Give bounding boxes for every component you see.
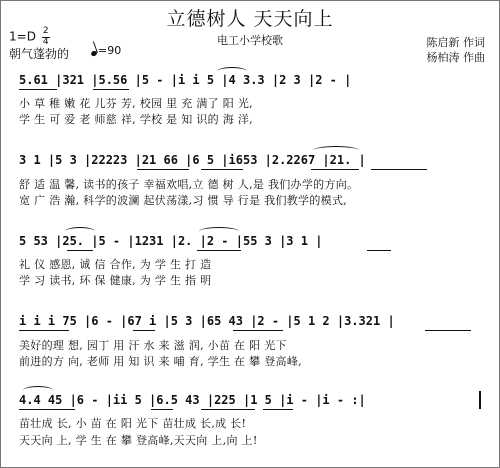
lyric-verse-1: 苗壮成 长, 小 苗 在 阳 光下 苗壮成 长,成 长! (19, 417, 247, 430)
lyric-verse-1: 美好的理 想, 园丁 用 汗 水 来 滋 润, 小苗 在 阳 光下 (19, 339, 287, 352)
time-signature (42, 27, 50, 47)
lyric-verse-1: 礼 仪 感恩, 诚 信 合作, 为 学 生 打 造 (19, 258, 212, 271)
song-title: 立德树人 天天向上 (166, 8, 334, 30)
lyric-verse-2: 学 习 读书, 环 保 健康, 为 学 生 指 明 (19, 274, 212, 287)
melody-line: 5.61 |321 |5.56 |5 - |i i 5 |4 3.3 |2 3 |2 - | (19, 73, 352, 87)
lyric-verse-1: 小 草 稚 嫩 花 儿芬 芳, 校园 里 充 满了 阳 光, (19, 97, 253, 110)
lyric-verse-2: 前进的方 向, 老师 用 知 识 来 哺 育, 学生 在 攀 登高峰, (19, 355, 302, 368)
time-top: 2 (42, 26, 49, 36)
lyric-verse-2: 宽 广 浩 瀚, 科学的波澜 起伏荡漾,习 惯 导 行是 我们教学的模式, (19, 194, 348, 207)
key-signature (9, 27, 50, 47)
quarter-note-icon (90, 50, 97, 57)
tempo-marking (91, 44, 121, 57)
composer-credit: 杨柏涛 作曲 (426, 51, 485, 64)
melody-line: 3 1 |5 3 |22223 |21 66 |6 5 |i653 |2.2267 |21. | (19, 153, 366, 167)
time-bottom: 4 (42, 37, 49, 47)
melody-line: 4.4 45 |6 - |ii 5 |6.5 43 |225 |1 5 |i - |i - :| (19, 393, 366, 407)
tempo-value: =90 (98, 44, 122, 57)
lyricist-credit: 陈启新 作词 (426, 36, 485, 49)
lyric-verse-2: 天天向 上, 学 生 在 攀 登高峰,天天向 上,向 上! (19, 434, 258, 447)
lyric-verse-2: 学 生 可 爱 老 师慈 祥, 学校 是 知 识的 海 洋, (19, 113, 253, 126)
melody-line: i i i 75 |6 - |67 i |5 3 |65 43 |2 - |5 1 2 |3.321 | (19, 314, 395, 328)
melody-line: 5 53 |25. |5 - |1231 |2. |2 - |55 3 |3 1 | (19, 234, 323, 248)
song-subtitle: 电工小学校歌 (217, 34, 283, 47)
mood-marking: 朝气蓬勃的 (9, 47, 70, 61)
lyric-verse-1: 舒 适 温 馨, 读书的孩子 幸福欢唱,立 德 树 人,是 我们办学的方向。 (19, 178, 359, 191)
key-label: 1=D (9, 29, 36, 44)
